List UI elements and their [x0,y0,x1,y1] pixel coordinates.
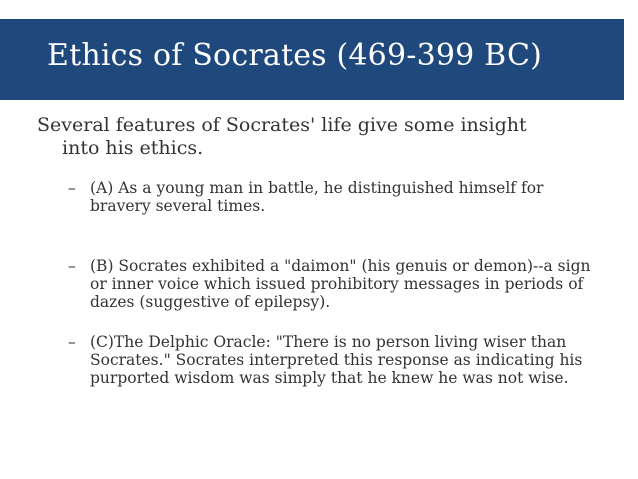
bullet-text: (C)The Delphic Oracle: "There is no person living wiser than Socrates." Socrates interpreted this response as indicating his purported wisdom was simply that he knew he was not wise. [90,333,583,387]
slide-title: Ethics of Socrates (469-399 BC) [47,38,543,73]
bullet-item [68,179,608,215]
bullet-text: (B) Socrates exhibited a "daimon" (his genuis or demon)--a sign or inner voice which issued prohibitory messages in periods of dazes (suggestive of epilepsy). [90,257,591,311]
intro-line-2: into his ethics. [62,137,204,159]
bullet-dash: – [68,257,76,275]
bullet-dash: – [68,179,76,197]
bullet-item [68,333,608,387]
intro-line-1: Several features of Socrates' life give some insight [37,114,527,136]
bullet-item [68,257,608,311]
bullet-dash: – [68,333,76,351]
bullet-text: (A) As a young man in battle, he distinguished himself for bravery several times. [90,179,544,215]
intro-paragraph [37,114,597,160]
